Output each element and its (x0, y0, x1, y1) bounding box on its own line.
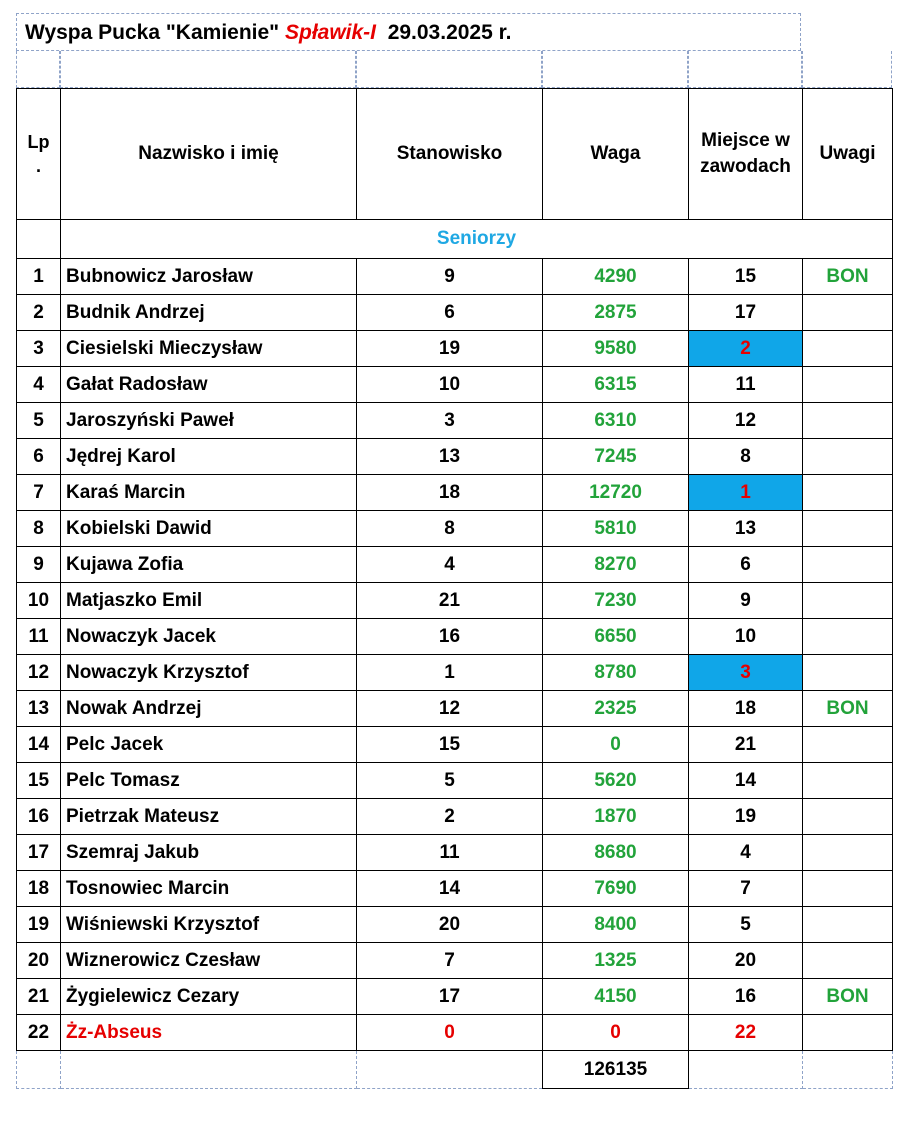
table-row (17, 943, 893, 979)
row-weight: 7245 (543, 439, 689, 475)
row-stand: 5 (357, 763, 543, 799)
row-name: Żygielewicz Cezary (61, 979, 357, 1015)
table-row (17, 475, 893, 511)
row-name: Bubnowicz Jarosław (61, 259, 357, 295)
row-place: 7 (689, 871, 803, 907)
row-stand: 19 (357, 331, 543, 367)
row-name: Kujawa Zofia (61, 547, 357, 583)
row-weight: 0 (543, 727, 689, 763)
row-weight: 9580 (543, 331, 689, 367)
title-date: 29.03.2025 r. (387, 21, 512, 44)
row-place: 12 (689, 403, 803, 439)
row-lp: 13 (17, 691, 61, 727)
row-name: Budnik Andrzej (61, 295, 357, 331)
table-row (17, 979, 893, 1015)
row-name: Pietrzak Mateusz (61, 799, 357, 835)
row-weight: 8780 (543, 655, 689, 691)
row-lp: 3 (17, 331, 61, 367)
row-lp: 2 (17, 295, 61, 331)
row-name: Wiznerowicz Czesław (61, 943, 357, 979)
row-place: 14 (689, 763, 803, 799)
row-place: 19 (689, 799, 803, 835)
row-weight: 8680 (543, 835, 689, 871)
row-weight: 1870 (543, 799, 689, 835)
section-row (17, 220, 893, 259)
row-lp: 11 (17, 619, 61, 655)
header-row (17, 89, 893, 220)
table-row (17, 1015, 893, 1051)
row-stand: 18 (357, 475, 543, 511)
row-note (803, 367, 893, 403)
table-row (17, 799, 893, 835)
table-row (17, 295, 893, 331)
row-note (803, 547, 893, 583)
table-row (17, 403, 893, 439)
row-name: Gałat Radosław (61, 367, 357, 403)
row-place: 13 (689, 511, 803, 547)
row-lp: 22 (17, 1015, 61, 1051)
table-row (17, 907, 893, 943)
row-note: BON (803, 979, 893, 1015)
total-empty-3 (357, 1051, 543, 1089)
row-note (803, 763, 893, 799)
row-note (803, 655, 893, 691)
row-note: BON (803, 259, 893, 295)
row-name: Nowaczyk Krzysztof (61, 655, 357, 691)
row-note (803, 439, 893, 475)
row-name: Wiśniewski Krzysztof (61, 907, 357, 943)
row-lp: 10 (17, 583, 61, 619)
row-stand: 8 (357, 511, 543, 547)
row-weight: 7230 (543, 583, 689, 619)
row-note (803, 835, 893, 871)
row-weight: 7690 (543, 871, 689, 907)
row-place: 4 (689, 835, 803, 871)
header-stand: Stanowisko (357, 89, 543, 220)
total-empty-1 (17, 1051, 61, 1089)
table-row (17, 871, 893, 907)
row-note (803, 943, 893, 979)
row-note (803, 475, 893, 511)
row-weight: 2875 (543, 295, 689, 331)
row-lp: 15 (17, 763, 61, 799)
table-row (17, 547, 893, 583)
row-stand: 20 (357, 907, 543, 943)
row-lp: 1 (17, 259, 61, 295)
row-name: Nowak Andrzej (61, 691, 357, 727)
row-stand: 4 (357, 547, 543, 583)
row-weight: 4150 (543, 979, 689, 1015)
sheet-title (16, 13, 801, 51)
row-weight: 8400 (543, 907, 689, 943)
row-weight: 1325 (543, 943, 689, 979)
row-lp: 18 (17, 871, 61, 907)
row-place: 5 (689, 907, 803, 943)
row-stand: 1 (357, 655, 543, 691)
row-note (803, 1015, 893, 1051)
total-empty-2 (61, 1051, 357, 1089)
row-weight: 8270 (543, 547, 689, 583)
table-row (17, 655, 893, 691)
row-stand: 10 (357, 367, 543, 403)
row-lp: 6 (17, 439, 61, 475)
row-weight: 4290 (543, 259, 689, 295)
row-stand: 6 (357, 295, 543, 331)
row-place: 10 (689, 619, 803, 655)
row-note (803, 583, 893, 619)
row-note (803, 727, 893, 763)
row-stand: 7 (357, 943, 543, 979)
row-weight: 6310 (543, 403, 689, 439)
row-place: 6 (689, 547, 803, 583)
row-name: Jędrej Karol (61, 439, 357, 475)
table-row (17, 727, 893, 763)
row-weight: 6650 (543, 619, 689, 655)
row-weight: 5620 (543, 763, 689, 799)
row-place: 8 (689, 439, 803, 475)
row-name: Żz-Abseus (61, 1015, 357, 1051)
row-place: 21 (689, 727, 803, 763)
row-place: 15 (689, 259, 803, 295)
row-place: 16 (689, 979, 803, 1015)
row-weight: 12720 (543, 475, 689, 511)
results-table (16, 88, 893, 1089)
row-place: 3 (689, 655, 803, 691)
row-stand: 0 (357, 1015, 543, 1051)
total-row (17, 1051, 893, 1089)
row-name: Szemraj Jakub (61, 835, 357, 871)
row-lp: 7 (17, 475, 61, 511)
row-lp: 21 (17, 979, 61, 1015)
title-event: Spławik-I (284, 21, 377, 44)
row-name: Jaroszyński Paweł (61, 403, 357, 439)
header-name: Nazwisko i imię (61, 89, 357, 220)
row-name: Pelc Jacek (61, 727, 357, 763)
table-row (17, 511, 893, 547)
row-lp: 4 (17, 367, 61, 403)
spacer-row (16, 51, 892, 88)
section-label: Seniorzy (61, 220, 893, 259)
total-empty-5 (803, 1051, 893, 1089)
table-row (17, 835, 893, 871)
header-weight: Waga (543, 89, 689, 220)
row-name: Tosnowiec Marcin (61, 871, 357, 907)
row-stand: 9 (357, 259, 543, 295)
row-stand: 14 (357, 871, 543, 907)
row-place: 1 (689, 475, 803, 511)
header-place: Miejsce w zawodach (689, 89, 803, 220)
header-lp: Lp . (17, 89, 61, 220)
row-lp: 5 (17, 403, 61, 439)
row-stand: 13 (357, 439, 543, 475)
row-weight: 5810 (543, 511, 689, 547)
row-name: Karaś Marcin (61, 475, 357, 511)
table-row (17, 619, 893, 655)
table-row (17, 583, 893, 619)
table-row (17, 331, 893, 367)
row-note (803, 907, 893, 943)
row-lp: 9 (17, 547, 61, 583)
row-lp: 12 (17, 655, 61, 691)
row-stand: 15 (357, 727, 543, 763)
row-name: Nowaczyk Jacek (61, 619, 357, 655)
row-note (803, 511, 893, 547)
row-lp: 17 (17, 835, 61, 871)
row-lp: 20 (17, 943, 61, 979)
row-stand: 17 (357, 979, 543, 1015)
row-stand: 3 (357, 403, 543, 439)
row-note (803, 403, 893, 439)
row-place: 17 (689, 295, 803, 331)
row-place: 11 (689, 367, 803, 403)
row-weight: 6315 (543, 367, 689, 403)
section-lp-cell (17, 220, 61, 259)
table-row (17, 691, 893, 727)
table-row (17, 439, 893, 475)
total-weight: 126135 (543, 1051, 689, 1089)
row-weight: 0 (543, 1015, 689, 1051)
row-place: 20 (689, 943, 803, 979)
row-weight: 2325 (543, 691, 689, 727)
row-lp: 19 (17, 907, 61, 943)
row-place: 22 (689, 1015, 803, 1051)
row-stand: 16 (357, 619, 543, 655)
row-name: Ciesielski Mieczysław (61, 331, 357, 367)
row-note (803, 799, 893, 835)
row-place: 2 (689, 331, 803, 367)
total-empty-4 (689, 1051, 803, 1089)
table-row (17, 367, 893, 403)
table-row (17, 259, 893, 295)
row-name: Matjaszko Emil (61, 583, 357, 619)
row-lp: 16 (17, 799, 61, 835)
row-place: 18 (689, 691, 803, 727)
row-stand: 21 (357, 583, 543, 619)
row-lp: 8 (17, 511, 61, 547)
row-stand: 11 (357, 835, 543, 871)
row-note (803, 295, 893, 331)
header-notes: Uwagi (803, 89, 893, 220)
row-stand: 2 (357, 799, 543, 835)
row-name: Kobielski Dawid (61, 511, 357, 547)
title-prefix: Wyspa Pucka "Kamienie" (25, 21, 280, 44)
row-note: BON (803, 691, 893, 727)
row-lp: 14 (17, 727, 61, 763)
table-row (17, 763, 893, 799)
row-stand: 12 (357, 691, 543, 727)
row-note (803, 871, 893, 907)
row-place: 9 (689, 583, 803, 619)
row-note (803, 619, 893, 655)
row-note (803, 331, 893, 367)
row-name: Pelc Tomasz (61, 763, 357, 799)
